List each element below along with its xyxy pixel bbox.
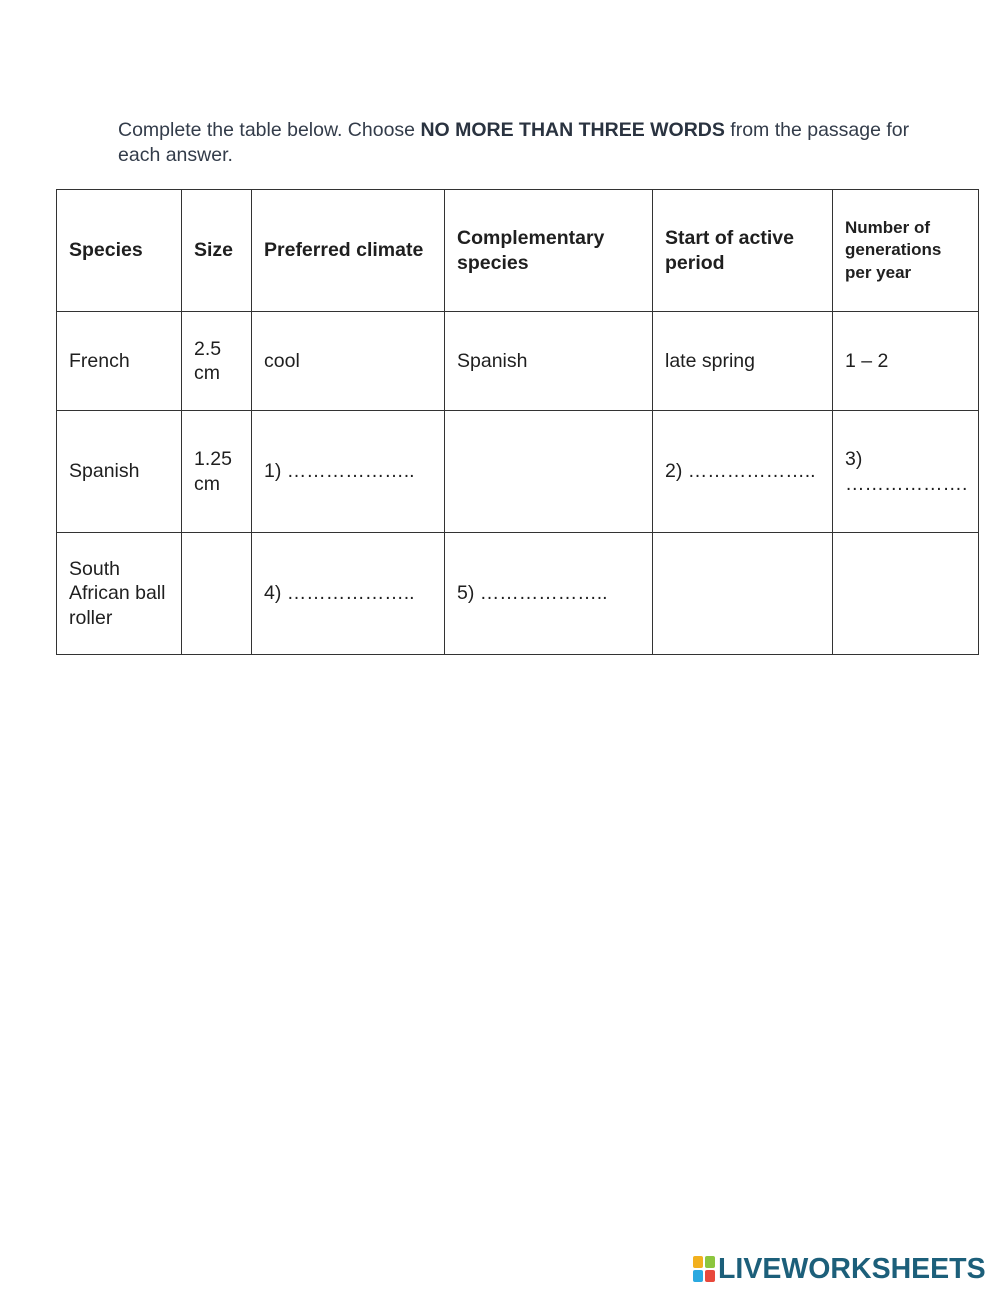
header-generations-per-year: Number of generations per year [833,190,979,312]
cell-complementary-species: Spanish [445,312,653,411]
header-size: Size [182,190,252,312]
cell-species: South African ball roller [57,533,182,655]
cell-species: Spanish [57,411,182,533]
header-start-of-active-period: Start of active period [653,190,833,312]
answer-blank-4[interactable]: 4) ……………….. [252,533,445,655]
header-preferred-climate: Preferred climate [252,190,445,312]
table-row [57,533,979,655]
answer-blank-1[interactable]: 1) ……………….. [252,411,445,533]
cell-generations-per-year: 1 – 2 [833,312,979,411]
answer-blank-2[interactable]: 2) ……………….. [653,411,833,533]
liveworksheets-logo-icon [693,1256,715,1282]
logo-tile-1 [693,1256,703,1268]
table-row [57,411,979,533]
logo-tile-3 [693,1270,703,1282]
brand-name: LIVEWORKSHEETS [718,1252,986,1285]
header-complementary-species: Complementary species [445,190,653,312]
table-row [57,312,979,411]
header-species: Species [57,190,182,312]
cell-start-of-active-period [653,533,833,655]
instructions-suffix: from the passage for each answer. [118,119,910,166]
table-header-row [57,190,979,312]
cell-size [182,533,252,655]
logo-tile-4 [705,1270,715,1282]
instructions-emphasis: NO MORE THAN THREE WORDS [420,119,725,141]
cell-complementary-species [445,411,653,533]
cell-species: French [57,312,182,411]
answer-blank-3[interactable]: 3) ………………. [833,411,979,533]
logo-tile-2 [705,1256,715,1268]
instructions-prefix: Complete the table below. Choose [118,119,421,141]
cell-preferred-climate: cool [252,312,445,411]
cell-size: 1.25 cm [182,411,252,533]
instructions-text [118,118,918,168]
answer-blank-5[interactable]: 5) ……………….. [445,533,653,655]
cell-start-of-active-period: late spring [653,312,833,411]
answer-table [56,189,979,655]
cell-size: 2.5 cm [182,312,252,411]
liveworksheets-brand [693,1252,986,1286]
cell-generations-per-year [833,533,979,655]
